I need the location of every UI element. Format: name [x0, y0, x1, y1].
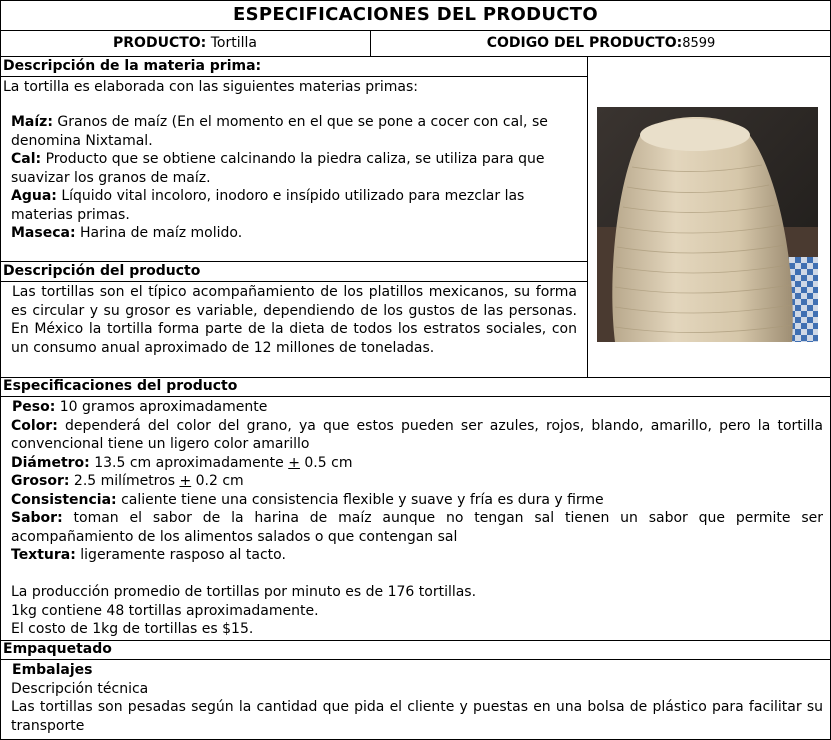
tortilla-photo	[597, 107, 818, 342]
raw-material-heading: Descripción de la materia prima:	[3, 58, 262, 74]
raw-material-list	[11, 113, 576, 243]
raw-material-item: Agua: Líquido vital incoloro, inodoro e insípido utilizado para mezclar las materias primas.	[11, 188, 525, 223]
raw-material-item: Maíz: Granos de maíz (En el momento en el que se pone a cocer con cal, se denomina Nixtamal.	[11, 114, 548, 149]
product-value: Tortilla	[210, 35, 257, 51]
product-label: PRODUCTO:	[113, 35, 207, 51]
packaging-subheading: Embalajes	[12, 662, 93, 678]
divider	[0, 56, 831, 57]
divider	[587, 56, 588, 378]
production-note: 1kg contiene 48 tortillas aproximadamente.	[11, 602, 319, 619]
spacer	[11, 565, 823, 584]
divider	[0, 659, 831, 660]
spec-item-weight: Peso: 10 gramos aproximadamente	[12, 399, 268, 415]
production-note: La producción promedio de tortillas por minuto es de 176 tortillas.	[11, 584, 477, 600]
specifications-heading: Especificaciones del producto	[3, 378, 238, 394]
packaging-label: Descripción técnica	[11, 681, 149, 697]
page-title: ESPECIFICACIONES DEL PRODUCTO	[233, 4, 598, 25]
spec-item-thickness: Grosor: 2.5 milímetros + 0.2 cm	[11, 473, 244, 489]
divider	[0, 396, 831, 397]
product-code-label: CODIGO DEL PRODUCTO:	[486, 35, 683, 51]
raw-material-item: Maseca: Harina de maíz molido.	[11, 225, 243, 241]
product-cell	[0, 31, 370, 55]
divider	[0, 76, 587, 77]
packaging-text: Las tortillas son pesadas según la cantidad que pida el cliente y puestas en una bolsa de plástico para facilitar su transporte	[11, 699, 823, 734]
spec-item-consistency: Consistencia: caliente tiene una consistencia flexible y suave y fría es dura y firme	[11, 491, 604, 508]
spec-item-color: Color: dependerá del color del grano, ya que estos pueden ser azules, rojos, blando, amarillo, pero la tortilla convencional tiene un ligero color amarillo	[11, 417, 823, 452]
spec-item-texture: Textura: ligeramente rasposo al tacto.	[11, 547, 286, 563]
raw-material-intro: La tortilla es elaborada con las siguientes materias primas:	[3, 79, 418, 95]
production-note: El costo de 1kg de tortillas es $15.	[11, 621, 254, 637]
packaging-heading: Empaquetado	[3, 641, 112, 657]
divider	[0, 640, 831, 641]
specifications-list	[11, 398, 823, 639]
divider	[0, 281, 587, 282]
product-code-cell	[371, 31, 831, 55]
raw-material-item: Cal: Producto que se obtiene calcinando la piedra caliza, se utiliza para que suavizar los granos de maíz.	[11, 151, 545, 186]
product-description-text: Las tortillas son el típico acompañamiento de los platillos mexicanos, su forma es circular y su grosor es variable, dependiendo de los gustos de las personas. En México la tortilla forma parte de la dieta de todos los estratos sociales, con un consumo anual aproximado de 12 millones de toneladas.	[11, 284, 577, 356]
divider	[0, 261, 587, 262]
spec-item-flavor: Sabor: toman el sabor de la harina de maíz aunque no tengan sal tienen un sabor que permite ser acompañamiento de los alimentos salados o que contengan sal	[11, 510, 823, 545]
spec-item-diameter: Diámetro: 13.5 cm aproximadamente + 0.5 cm	[11, 454, 353, 471]
product-code-value: 8599	[682, 36, 716, 51]
tortilla-stack-image	[597, 107, 818, 342]
product-description-heading: Descripción del producto	[3, 263, 201, 279]
